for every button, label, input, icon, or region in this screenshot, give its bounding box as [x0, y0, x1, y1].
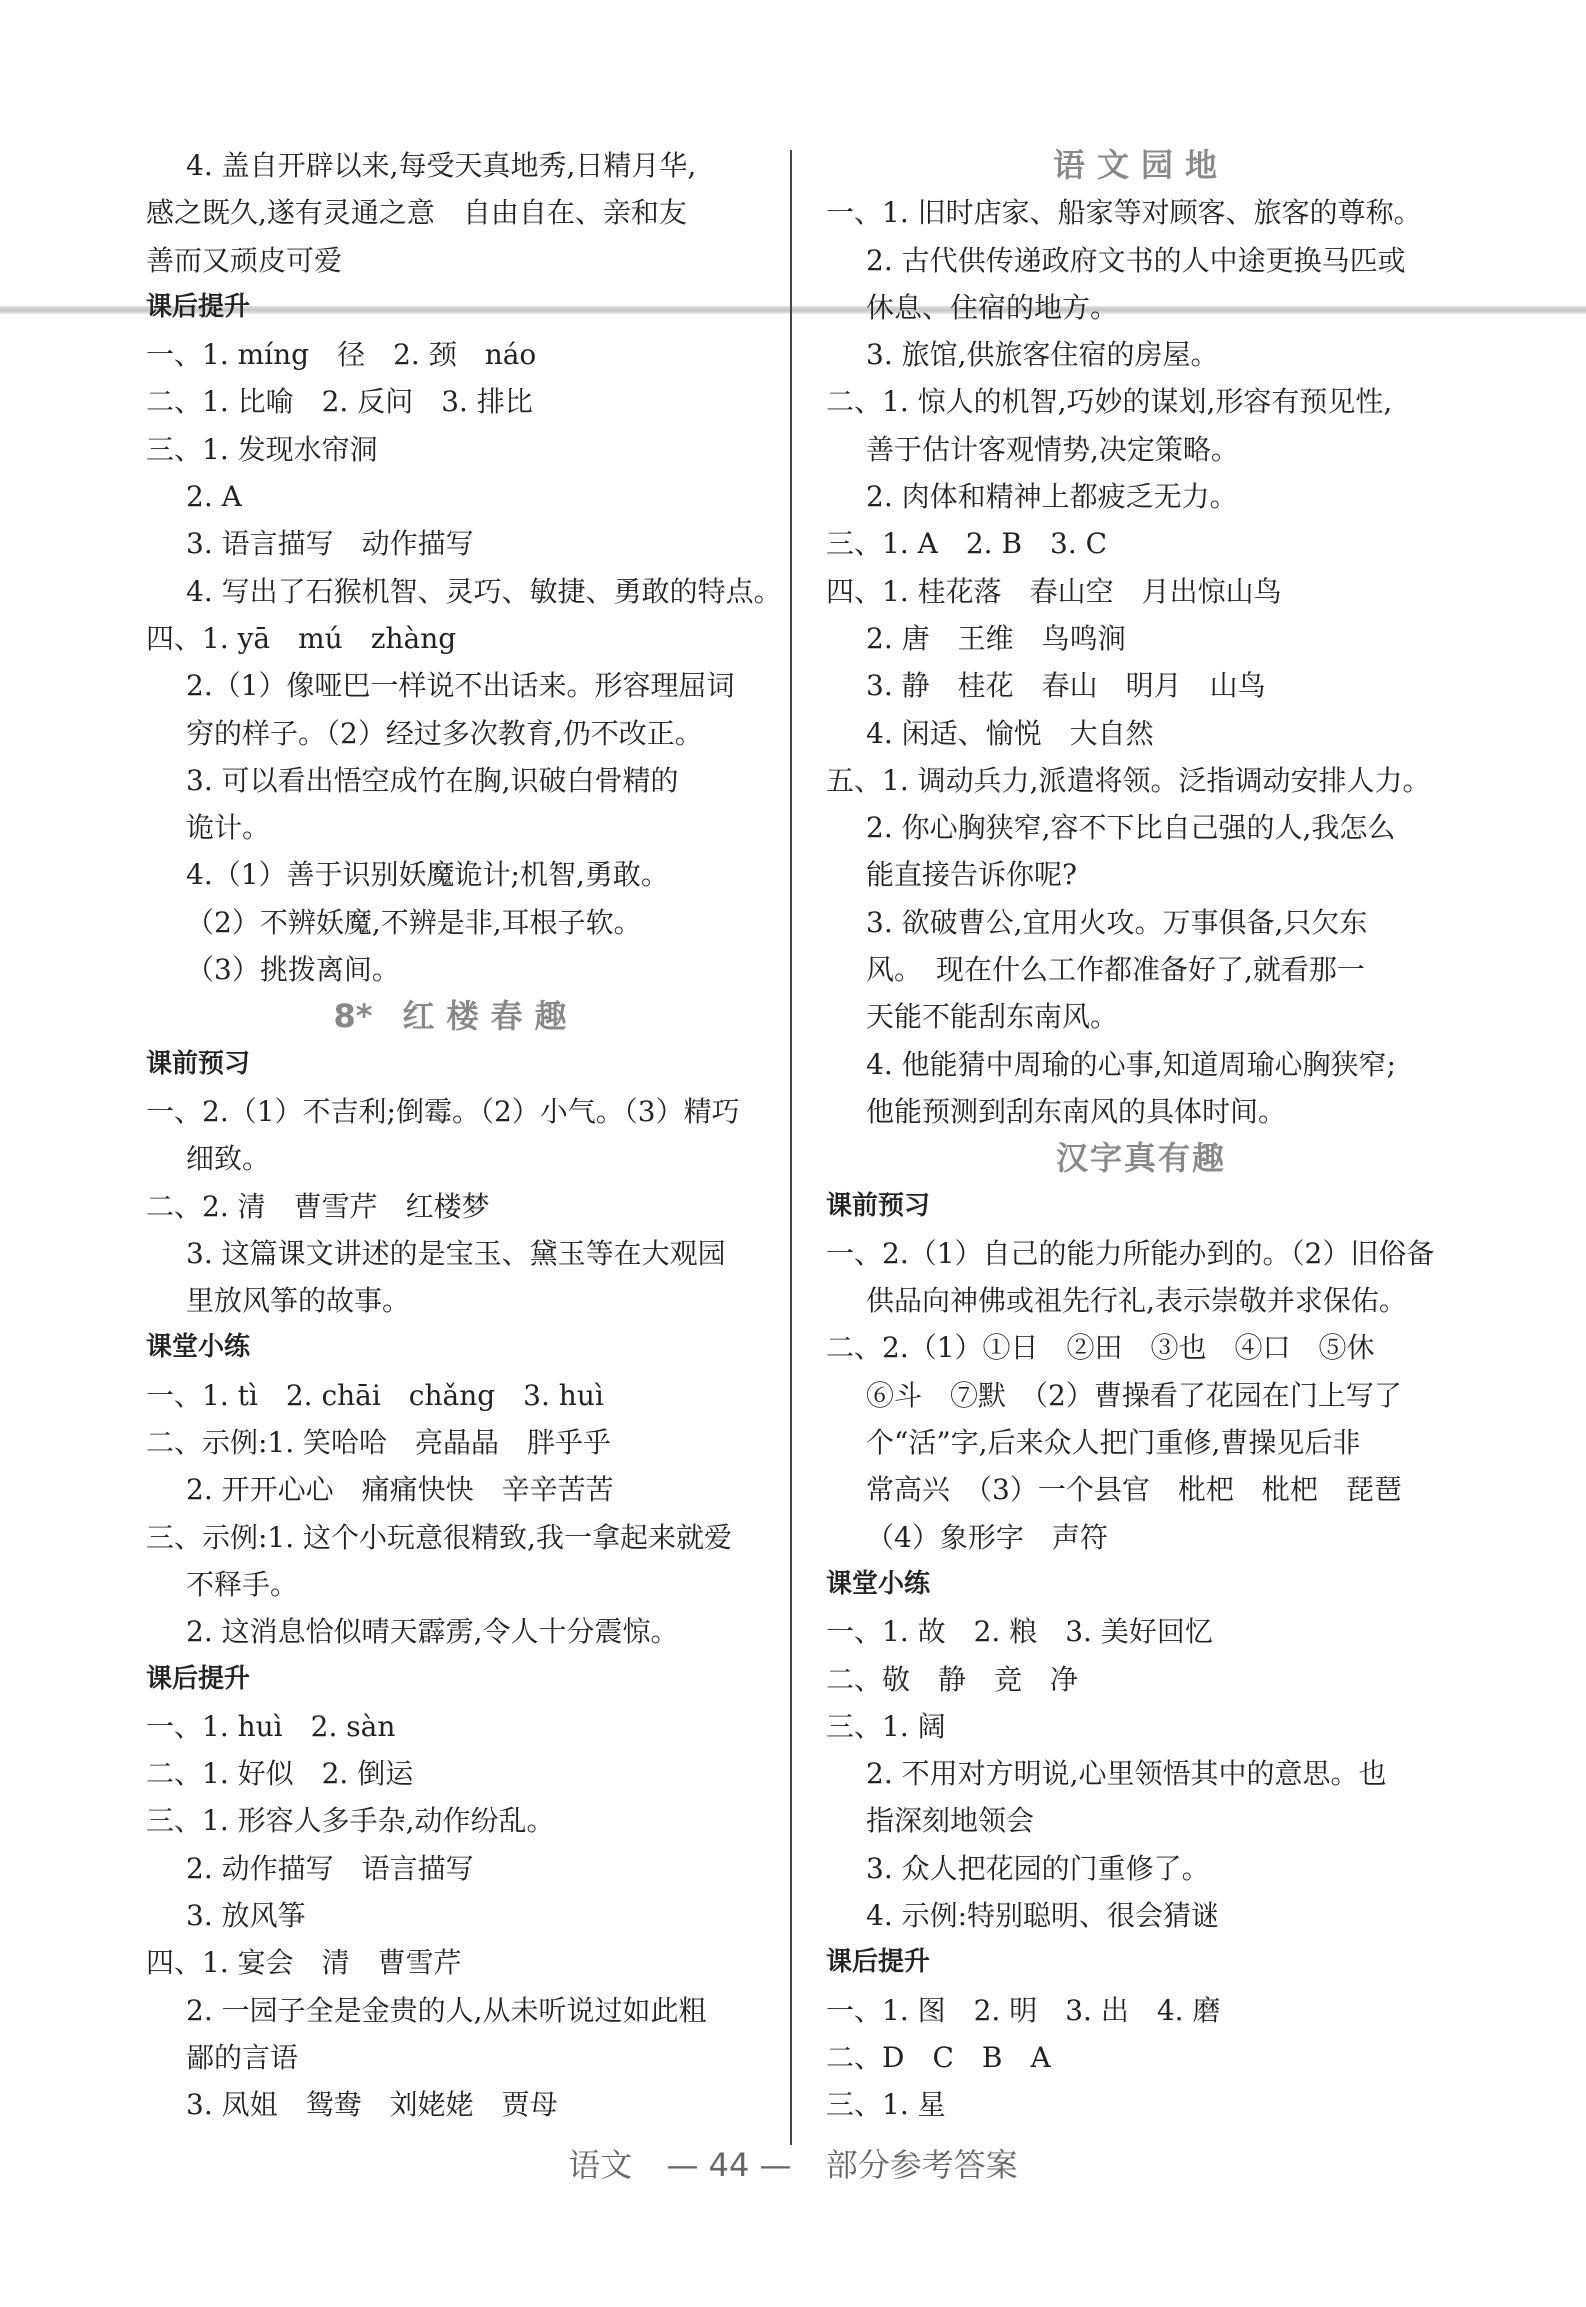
answer-line: 穷的样子。（2）经过多次教育,仍不改正。	[186, 716, 703, 750]
answer-line: 一、2.（1）自己的能力所能办到的。（2）旧俗备	[826, 1236, 1435, 1270]
section-title	[146, 993, 766, 1040]
section-number: 8*	[333, 997, 373, 1036]
answer-line: 五、1. 调动兵力,派遣将领。泛指调动安排人力。	[826, 763, 1431, 797]
subsection-heading: 课堂小练	[826, 1568, 931, 1599]
left-column	[146, 142, 782, 2128]
answer-line: 2. 开开心心 痛痛快快 辛辛苦苦	[186, 1473, 614, 1507]
footer-label: 部分参考答案	[825, 2146, 1018, 2184]
section-title	[826, 142, 1456, 189]
answer-line: 二、1. 好似 2. 倒运	[146, 1757, 414, 1791]
answer-line: 2. 动作描写 语言描写	[186, 1851, 474, 1885]
answer-line: 3. 众人把花园的门重修了。	[866, 1851, 1210, 1885]
answer-line: 二、1. 惊人的机智,巧妙的谋划,形容有预见性,	[826, 385, 1393, 419]
answer-line: 善于估计客观情势,决定策略。	[866, 432, 1239, 466]
answer-line: 三、1. 形容人多手杂,动作纷乱。	[146, 1804, 555, 1838]
answer-line: 一、2.（1）不吉利;倒霉。（2）小气。（3）精巧	[146, 1094, 740, 1128]
answer-line: 2. 肉体和精神上都疲乏无力。	[866, 480, 1238, 514]
section-title	[826, 1135, 1456, 1182]
answer-line: 风。 现在什么工作都准备好了,就看那一	[866, 953, 1365, 987]
answer-line: 4. 写出了石猴机智、灵巧、敏捷、勇敢的特点。	[186, 574, 782, 608]
answer-line: 诡计。	[186, 811, 271, 845]
answer-line: 他能预测到刮东南风的具体时间。	[866, 1094, 1287, 1128]
answer-line: 二、示例:1. 笑哈哈 亮晶晶 胖乎乎	[146, 1426, 612, 1460]
answer-line: 2. A	[186, 480, 242, 514]
answer-line: 天能不能刮东南风。	[866, 1000, 1119, 1034]
answer-line: 3. 放风筝	[186, 1898, 306, 1932]
page-footer	[0, 2140, 1586, 2186]
answer-line: 2. 一园子全是金贵的人,从未听说过如此粗	[186, 1993, 707, 2027]
answer-line: 一、1. huì 2. sàn	[146, 1709, 396, 1743]
answer-line: 不释手。	[186, 1567, 299, 1601]
answer-line: 三、1. A 2. B 3. C	[826, 527, 1108, 561]
answer-line: 2. 古代供传递政府文书的人中途更换马匹或	[866, 243, 1406, 277]
answer-line: 二、敬 静 竞 净	[826, 1662, 1079, 1696]
answer-line: 四、1. 桂花落 春山空 月出惊山鸟	[826, 574, 1282, 608]
subsection-heading: 课前预习	[146, 1048, 251, 1079]
section-title-text: 语文园地	[1052, 146, 1229, 184]
footer-page-number: — 44 —	[666, 2146, 792, 2184]
answer-line: 能直接告诉你呢?	[866, 858, 1078, 892]
answer-line: 3. 可以看出悟空成竹在胸,识破白骨精的	[186, 763, 679, 797]
answer-line: 三、示例:1. 这个小玩意很精致,我一拿起来就爱	[146, 1520, 732, 1554]
answer-line: 二、D C B A	[826, 2040, 1051, 2074]
answer-line: 细致。	[186, 1142, 271, 1176]
answer-line: 3. 欲破曹公,宜用火攻。万事俱备,只欠东	[866, 905, 1368, 939]
answer-line: 四、1. 宴会 清 曹雪芹	[146, 1946, 462, 1980]
answer-line: 3. 语言描写 动作描写	[186, 527, 474, 561]
answer-line: （4）象形字 声符	[866, 1520, 1108, 1554]
answer-line: 3. 这篇课文讲述的是宝玉、黛玉等在大观园	[186, 1236, 726, 1270]
answer-line: 4. 闲适、愉悦 大自然	[866, 716, 1154, 750]
answer-line: 二、2. 清 曹雪芹 红楼梦	[146, 1189, 490, 1223]
answer-line: 常高兴 （3）一个县官 枇杷 枇杷 琵琶	[866, 1473, 1402, 1507]
answer-line: 2. 这消息恰似晴天霹雳,令人十分震惊。	[186, 1615, 679, 1649]
answer-line: 三、1. 发现水帘洞	[146, 432, 378, 466]
answer-line: 鄙的言语	[186, 2040, 299, 2074]
answer-line: 休息、住宿的地方。	[866, 290, 1119, 324]
column-divider	[790, 150, 792, 2145]
answer-line: 供品向神佛或祖先行礼,表示崇敬并求保佑。	[866, 1284, 1407, 1318]
answer-line: 一、1. tì 2. chāi chǎng 3. huì	[146, 1378, 604, 1412]
answer-line: 二、2.（1）①日 ②田 ③也 ④口 ⑤休	[826, 1331, 1375, 1365]
answer-line: 2. 不用对方明说,心里领悟其中的意思。也	[866, 1757, 1387, 1791]
answer-line: 一、1. 旧时店家、船家等对顾客、旅客的尊称。	[826, 196, 1422, 230]
answer-line: （2）不辨妖魔,不辨是非,耳根子软。	[186, 905, 642, 939]
answer-line: 三、1. 阔	[826, 1709, 946, 1743]
subsection-heading: 课堂小练	[146, 1332, 251, 1363]
answer-line: 善而又顽皮可爱	[146, 243, 343, 277]
subsection-heading: 课后提升	[146, 1663, 251, 1694]
answer-line: 三、1. 星	[826, 2088, 946, 2122]
answer-line: 二、1. 比喻 2. 反问 3. 排比	[146, 385, 533, 419]
answer-line: 3. 静 桂花 春山 明月 山鸟	[866, 669, 1266, 703]
answer-line: 一、1. míng 径 2. 颈 náo	[146, 338, 537, 372]
answer-line: 个“活”字,后来众人把门重修,曹操见后非	[866, 1426, 1361, 1460]
section-title-text: 汉字真有趣	[1055, 1139, 1226, 1178]
subsection-heading: 课前预习	[826, 1190, 931, 1221]
section-title-text: 红楼春趣	[402, 997, 579, 1036]
answer-line: 4.（1）善于识别妖魔诡计;机智,勇敢。	[186, 858, 669, 892]
answer-line: ⑥斗 ⑦默 （2）曹操看了花园在门上写了	[866, 1378, 1402, 1412]
footer-subject: 语文	[568, 2146, 633, 2184]
answer-line: 2. 你心胸狭窄,容不下比自己强的人,我怎么	[866, 811, 1396, 845]
answer-line: 里放风筝的故事。	[186, 1284, 411, 1318]
answer-line: 2.（1）像哑巴一样说不出话来。形容理屈词	[186, 669, 735, 703]
answer-line: 一、1. 图 2. 明 3. 出 4. 磨	[826, 1993, 1221, 2027]
answer-line: 指深刻地领会	[866, 1804, 1035, 1838]
subsection-heading: 课后提升	[146, 291, 251, 322]
answer-line: 2. 唐 王维 鸟鸣涧	[866, 621, 1126, 655]
answer-line: 4. 盖自开辟以来,每受天真地秀,日精月华,	[186, 149, 697, 182]
answer-line: 4. 他能猜中周瑜的心事,知道周瑜心胸狭窄;	[866, 1047, 1396, 1081]
answer-line: 3. 旅馆,供旅客住宿的房屋。	[866, 338, 1219, 372]
answer-line: 3. 凤姐 鸳鸯 刘姥姥 贾母	[186, 2088, 558, 2122]
answer-line: （3）挑拨离间。	[186, 953, 400, 987]
answer-line: 感之既久,遂有灵通之意 自由自在、亲和友	[146, 196, 687, 230]
answer-line: 一、1. 故 2. 粮 3. 美好回忆	[826, 1615, 1213, 1649]
answer-line: 四、1. yā mú zhàng	[146, 621, 457, 655]
answer-line: 4. 示例:特别聪明、很会猜谜	[866, 1898, 1220, 1932]
right-column	[826, 142, 1456, 2128]
subsection-heading: 课后提升	[826, 1947, 931, 1978]
